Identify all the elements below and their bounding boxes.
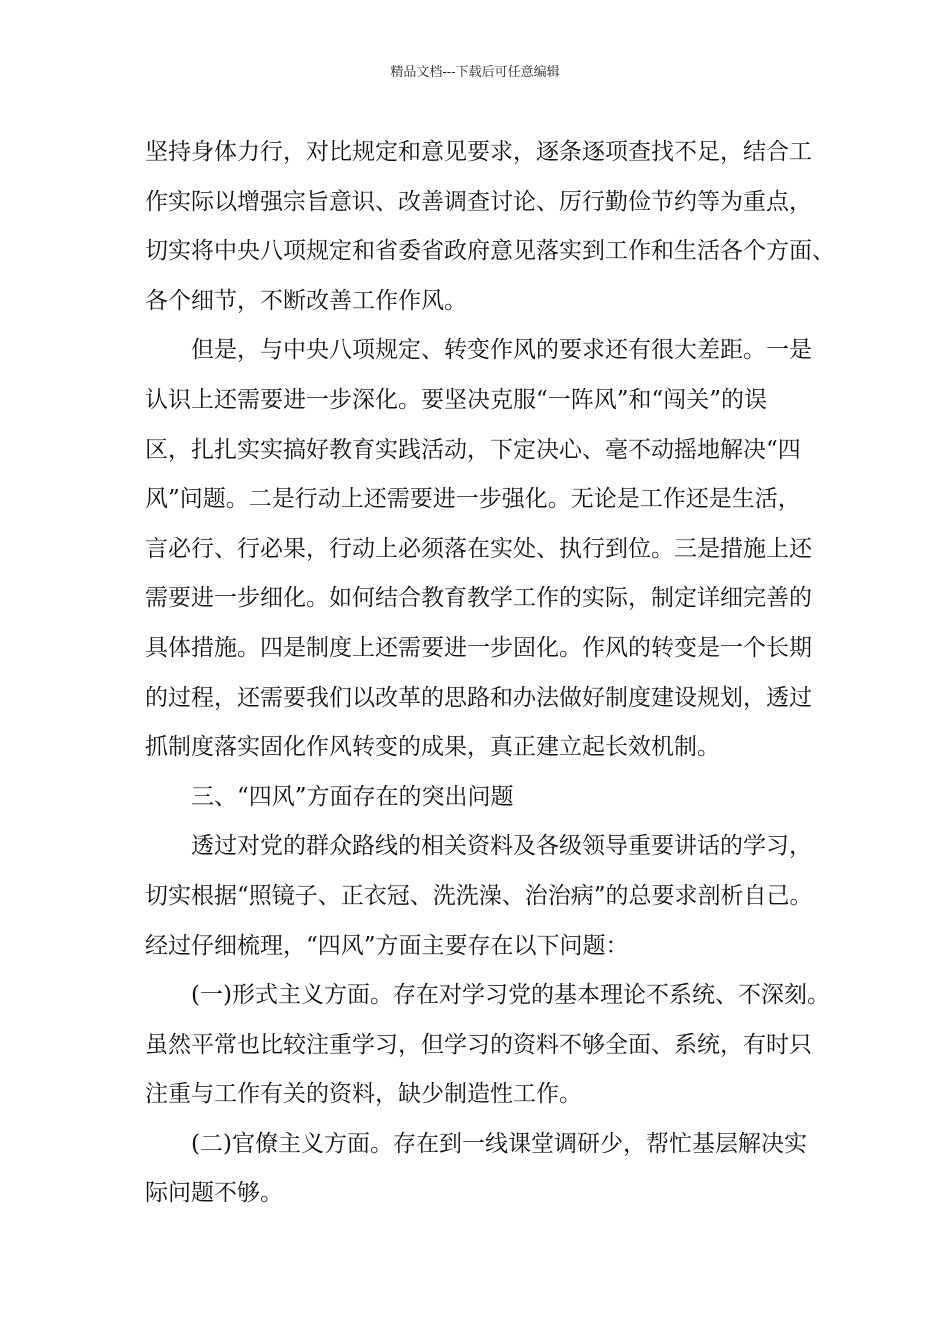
text-line: 虽然平常也比较注重学习，但学习的资料不够全面、系统，有时只: [145, 1031, 812, 1058]
paragraph-start-line: (一)形式主义方面。存在对学习党的基本理论不系统、不深刻。: [191, 982, 830, 1009]
text-line: 切实将中央八项规定和省委省政府意见落实到工作和生活各个方面、: [145, 238, 835, 265]
text-line: 坚持身体力行，对比规定和意见要求，逐条逐项查找不足，结合工: [145, 139, 812, 165]
text-line: 抓制度落实固化作风转变的成果，真正建立起长效机制。: [145, 734, 720, 761]
paragraph-start-line: (二)官僚主义方面。存在到一线课堂调研少，帮忙基层解决实: [191, 1130, 807, 1157]
paragraph-start-line: 透过对党的群众路线的相关资料及各级领导重要讲话的学习，: [191, 833, 812, 860]
text-line: 风”问题。二是行动上还需要进一步强化。无论是工作还是生活，: [145, 486, 801, 513]
text-line: 区，扎扎实实搞好教育实践活动，下定决心、毫不动摇地解决“四: [145, 436, 801, 463]
paragraph-start-line: 但是，与中央八项规定、转变作风的要求还有很大差距。一是: [191, 337, 812, 364]
text-line: 际问题不够。: [145, 1180, 283, 1207]
section-heading: 三、“四风”方面存在的突出问题: [191, 783, 514, 810]
text-line: 经过仔细梳理，“四风”方面主要存在以下问题：: [145, 932, 629, 959]
text-line: 具体措施。四是制度上还需要进一步固化。作风的转变是一个长期: [145, 634, 812, 661]
text-line: 作实际以增强宗旨意识、改善调查讨论、厉行勤俭节约等为重点，: [145, 188, 812, 215]
text-line: 的过程，还需要我们以改革的思路和办法做好制度建设规划，透过: [145, 684, 812, 711]
text-line: 言必行、行必果，行动上必须落在实处、执行到位。三是措施上还: [145, 535, 812, 562]
text-line: 注重与工作有关的资料，缺少制造性工作。: [145, 1081, 582, 1108]
text-line: 各个细节，不断改善工作作风。: [145, 287, 467, 314]
text-line: 切实根据“照镜子、正衣冠、洗洗澡、治治病”的总要求剖析自己。: [145, 882, 813, 909]
page-header: 精品文档---下载后可任意编辑: [390, 65, 560, 80]
text-line: 认识上还需要进一步深化。要坚决克服“一阵风”和“闯关”的误: [145, 386, 768, 413]
document-body: [145, 128, 835, 1219]
text-line: 需要进一步细化。如何结合教育教学工作的实际，制定详细完善的: [145, 585, 812, 612]
